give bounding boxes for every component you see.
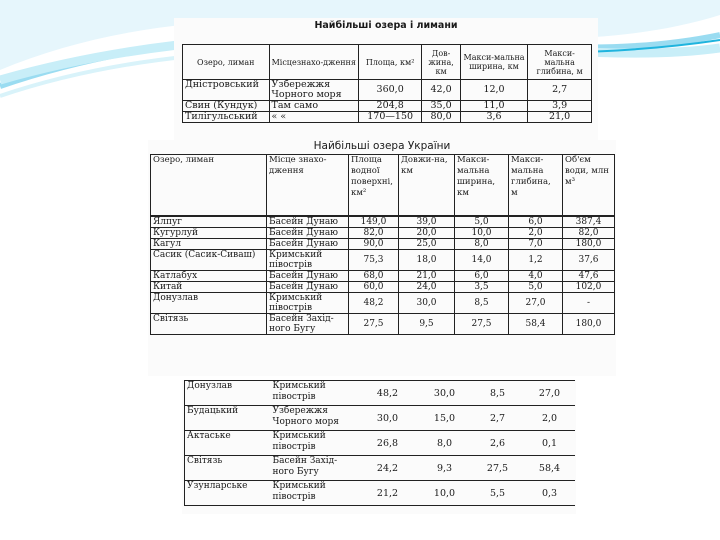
cell-area: 204,8	[358, 101, 421, 112]
cell-lake: Актаське	[185, 431, 271, 456]
cell-length: 20,0	[399, 228, 455, 239]
cell-area: 24,2	[357, 456, 419, 481]
cell-width: 5,0	[455, 216, 509, 228]
cell-length: 24,0	[399, 282, 455, 293]
header-cell: Макси-мальна ширина, км	[455, 155, 509, 217]
cell-location: Басейн Захід-ного Бугу	[271, 456, 357, 481]
cell-depth: 0,3	[525, 481, 575, 506]
cell-location: Басейн Дунаю	[267, 228, 349, 239]
bottom-table	[184, 380, 575, 506]
cell-width: 27,5	[471, 456, 525, 481]
cell-depth: 6,0	[509, 216, 563, 228]
cell-lake: Китай	[151, 282, 267, 293]
cell-depth: 1,2	[509, 250, 563, 271]
cell-area: 149,0	[349, 216, 399, 228]
cell-width: 14,0	[455, 250, 509, 271]
cell-length: 21,0	[399, 271, 455, 282]
cell-location: « «	[269, 112, 358, 123]
cell-length: 42,0	[422, 80, 461, 101]
cell-area: 48,2	[357, 381, 419, 406]
table-row	[151, 314, 615, 335]
cell-depth: 2,0	[525, 406, 575, 431]
cell-lake: Кугурлуй	[151, 228, 267, 239]
cell-area: 68,0	[349, 271, 399, 282]
cell-length: 35,0	[422, 101, 461, 112]
header-cell: Озеро, лиман	[151, 155, 267, 217]
front-table	[150, 154, 615, 335]
header-cell: Дов-жина, км	[422, 45, 461, 80]
cell-depth: 58,4	[525, 456, 575, 481]
header-cell: Макси-мальна глибина, м	[509, 155, 563, 217]
cell-lake: Узунларське	[185, 481, 271, 506]
cell-width: 2,6	[471, 431, 525, 456]
cell-length: 10,0	[419, 481, 471, 506]
cell-width: 6,0	[455, 271, 509, 282]
cell-depth: 27,0	[525, 381, 575, 406]
cell-area: 26,8	[357, 431, 419, 456]
scan-lakes-continued	[182, 380, 576, 514]
cell-area: 360,0	[358, 80, 421, 101]
cell-area: 48,2	[349, 293, 399, 314]
cell-volume: 102,0	[563, 282, 615, 293]
cell-volume: 180,0	[563, 239, 615, 250]
cell-width: 8,0	[455, 239, 509, 250]
table-row	[151, 282, 615, 293]
cell-lake: Світязь	[151, 314, 267, 335]
cell-location: Кримський півострів	[267, 293, 349, 314]
cell-volume: 37,6	[563, 250, 615, 271]
cell-width: 3,6	[460, 112, 527, 123]
table-row	[185, 381, 575, 406]
table-row	[183, 80, 592, 101]
cell-length: 9,5	[399, 314, 455, 335]
cell-length: 80,0	[422, 112, 461, 123]
cell-width: 11,0	[460, 101, 527, 112]
scan-lakes-and-limans	[174, 18, 598, 150]
cell-volume: 387,4	[563, 216, 615, 228]
table-row	[151, 239, 615, 250]
table-row	[151, 228, 615, 239]
cell-lake: Кагул	[151, 239, 267, 250]
header-cell: Площа водної поверхні, км²	[349, 155, 399, 217]
header-cell: Довжи-на, км	[399, 155, 455, 217]
cell-depth: 58,4	[509, 314, 563, 335]
cell-lake: Будацький	[185, 406, 271, 431]
cell-depth: 0,1	[525, 431, 575, 456]
cell-width: 5,5	[471, 481, 525, 506]
table-row	[151, 216, 615, 228]
table-row	[185, 456, 575, 481]
table-header-row	[183, 45, 592, 80]
cell-depth: 27,0	[509, 293, 563, 314]
cell-lake: Свин (Кундук)	[183, 101, 270, 112]
table-row	[185, 431, 575, 456]
cell-length: 15,0	[419, 406, 471, 431]
cell-area: 75,3	[349, 250, 399, 271]
cell-area: 30,0	[357, 406, 419, 431]
cell-depth: 5,0	[509, 282, 563, 293]
cell-location: Басейн Дунаю	[267, 216, 349, 228]
cell-location: Басейн Захід-ного Бугу	[267, 314, 349, 335]
cell-lake: Ялпуг	[151, 216, 267, 228]
cell-length: 30,0	[399, 293, 455, 314]
cell-length: 25,0	[399, 239, 455, 250]
cell-area: 21,2	[357, 481, 419, 506]
table-row	[183, 112, 592, 123]
cell-length: 8,0	[419, 431, 471, 456]
cell-volume: 180,0	[563, 314, 615, 335]
cell-volume: 82,0	[563, 228, 615, 239]
header-cell: Озеро, лиман	[183, 45, 270, 80]
header-cell: Місцезнахо-дження	[269, 45, 358, 80]
cell-lake: Донузлав	[185, 381, 271, 406]
cell-width: 8,5	[455, 293, 509, 314]
front-table-title: Найбільші озера України	[313, 140, 451, 152]
cell-length: 9,3	[419, 456, 471, 481]
header-cell: Об'єм води, млн м³	[563, 155, 615, 217]
cell-volume: -	[563, 293, 615, 314]
cell-location: Басейн Дунаю	[267, 271, 349, 282]
cell-depth: 2,0	[509, 228, 563, 239]
cell-width: 3,5	[455, 282, 509, 293]
table-row	[151, 293, 615, 314]
table-row	[151, 271, 615, 282]
cell-area: 27,5	[349, 314, 399, 335]
cell-location: Кримський півострів	[271, 431, 357, 456]
cell-area: 170—150	[358, 112, 421, 123]
cell-location: Узбережжя Чорного моря	[269, 80, 358, 101]
cell-length: 18,0	[399, 250, 455, 271]
table-row	[151, 250, 615, 271]
back-table	[182, 44, 592, 123]
cell-lake: Тилігульський	[183, 112, 270, 123]
cell-length: 39,0	[399, 216, 455, 228]
cell-depth: 2,7	[528, 80, 592, 101]
cell-width: 10,0	[455, 228, 509, 239]
table-header-row	[151, 155, 615, 217]
cell-lake: Дністровський	[183, 80, 270, 101]
cell-width: 12,0	[460, 80, 527, 101]
cell-area: 60,0	[349, 282, 399, 293]
cell-location: Басейн Дунаю	[267, 239, 349, 250]
cell-location: Узбережжя Чорного моря	[271, 406, 357, 431]
cell-depth: 3,9	[528, 101, 592, 112]
cell-width: 2,7	[471, 406, 525, 431]
header-cell: Місце знахо-дження	[267, 155, 349, 217]
cell-lake: Катлабух	[151, 271, 267, 282]
cell-location: Басейн Дунаю	[267, 282, 349, 293]
header-cell: Макси-мальна глибина, м	[528, 45, 592, 80]
cell-location: Кримський півострів	[271, 381, 357, 406]
cell-location: Кримський півострів	[267, 250, 349, 271]
cell-lake: Світязь	[185, 456, 271, 481]
header-cell: Площа, км²	[358, 45, 421, 80]
cell-lake: Донузлав	[151, 293, 267, 314]
header-cell: Макси-мальна ширина, км	[460, 45, 527, 80]
cell-length: 30,0	[419, 381, 471, 406]
cell-depth: 7,0	[509, 239, 563, 250]
cell-location: Там само	[269, 101, 358, 112]
cell-depth: 4,0	[509, 271, 563, 282]
cell-width: 27,5	[455, 314, 509, 335]
table-row	[185, 481, 575, 506]
cell-volume: 47,6	[563, 271, 615, 282]
cell-depth: 21,0	[528, 112, 592, 123]
scan-largest-lakes-ukraine	[148, 140, 616, 376]
table-row	[185, 406, 575, 431]
cell-width: 8,5	[471, 381, 525, 406]
cell-location: Кримський півострів	[271, 481, 357, 506]
cell-lake: Сасик (Сасик-Сиваш)	[151, 250, 267, 271]
cell-area: 90,0	[349, 239, 399, 250]
back-table-title: Найбільші озера і лимани	[314, 20, 458, 31]
cell-area: 82,0	[349, 228, 399, 239]
table-row	[183, 101, 592, 112]
